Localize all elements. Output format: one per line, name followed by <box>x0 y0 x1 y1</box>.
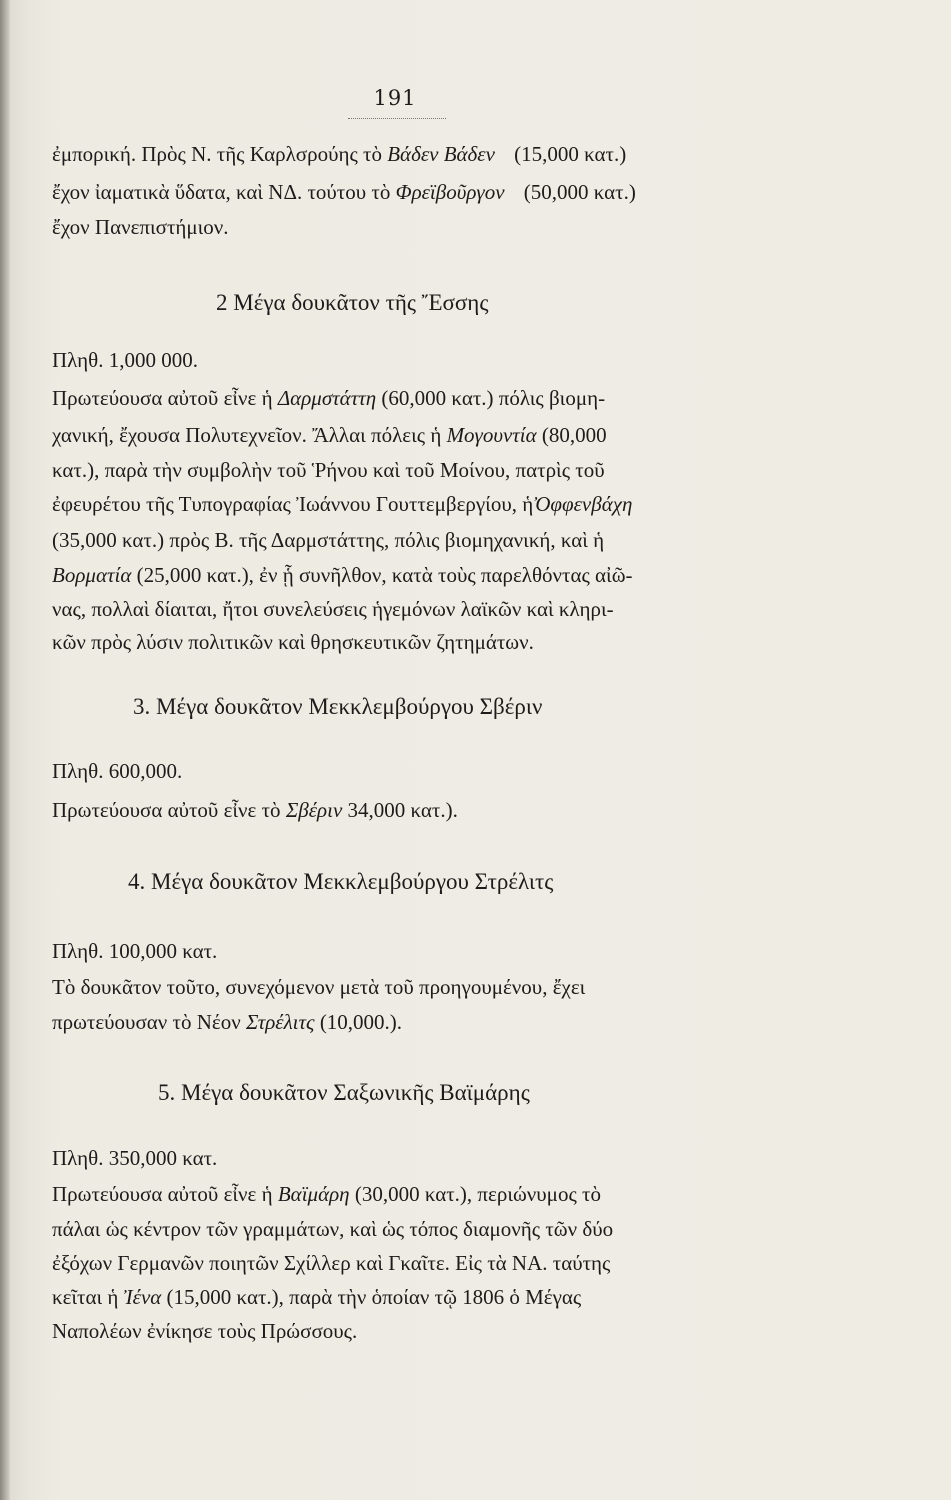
text-line: Ναπολέων ἐνίκησε τοὺς Πρώσσους. <box>52 1319 358 1343</box>
text-line: νας, πολλαὶ δίαιται, ἤτοι συνελεύσεις ἡγεμόνων λαϊκῶν καὶ κληρι- <box>52 597 614 621</box>
text-line: πρωτεύουσαν τὸ Νέον Στρέλιτς (10,000.). <box>52 1010 403 1034</box>
text-line: κεῖται ἡ Ἰένα (15,000 κατ.), παρὰ τὴν ὁποίαν τῷ 1806 ὁ Μέγας <box>52 1285 582 1309</box>
section-heading-saxe-weimar: 5. Μέγα δουκᾶτον Σαξωνικῆς Βαϊμάρης <box>158 1080 530 1105</box>
page-number: 191 <box>373 86 417 110</box>
text-line: Βορματία (25,000 κατ.), ἐν ᾗ συνῆλθον, κατὰ τοὺς παρελθόντας αἰῶ- <box>52 563 633 587</box>
page-binding-edge <box>0 0 10 1500</box>
section-heading-mecklenburg-schwerin: 3. Μέγα δουκᾶτον Μεκκλεμβούργου Σβέριν <box>133 694 543 719</box>
text-line: ἐμπορική. Πρὸς Ν. τῆς Καρλσρούης τὸ Βάδεν Βάδεν (15,000 κατ.) <box>52 142 627 166</box>
text-line: (35,000 κατ.) πρὸς Β. τῆς Δαρμστάττης, πόλις βιομηχανική, καὶ ἡ <box>52 528 605 552</box>
text-line: πάλαι ὡς κέντρον τῶν γραμμάτων, καὶ ὡς τόπος διαμονῆς τῶν δύο <box>52 1217 614 1241</box>
text-line: Πληθ. 600,000. <box>52 759 183 783</box>
text-line: Πρωτεύουσα αὐτοῦ εἶνε τὸ Σβέριν 34,000 κατ.). <box>52 798 458 822</box>
section-heading-mecklenburg-strelitz: 4. Μέγα δουκᾶτον Μεκκλεμβούργου Στρέλιτς <box>128 869 554 894</box>
text-line: Πληθ. 350,000 κατ. <box>52 1146 218 1170</box>
text-line: ἔχον Πανεπιστήμιον. <box>52 215 229 239</box>
text-line: Πληθ. 100,000 κατ. <box>52 939 218 963</box>
text-line: Τὸ δουκᾶτον τοῦτο, συνεχόμενον μετὰ τοῦ προηγουμένου, ἔχει <box>52 975 586 999</box>
text-line: Πληθ. 1,000 000. <box>52 348 198 372</box>
text-line: κατ.), παρὰ τὴν συμβολὴν τοῦ Ῥήνου καὶ τοῦ Μοίνου, πατρὶς τοῦ <box>52 458 605 482</box>
text-line: ἐφευρέτου τῆς Τυπογραφίας Ἰωάννου Γουττεμβεργίου, ἡὈφφενβάχη <box>52 492 633 516</box>
text-line: ἐξόχων Γερμανῶν ποιητῶν Σχίλλερ καὶ Γκαῖτε. Εἰς τὰ ΝΑ. ταύτης <box>52 1251 611 1275</box>
text-line: κῶν πρὸς λύσιν πολιτικῶν καὶ θρησκευτικῶν ζητημάτων. <box>52 630 534 654</box>
page-number-rule <box>348 118 446 119</box>
text-line: ἔχον ἰαματικὰ ὕδατα, καὶ ΝΔ. τούτου τὸ Φρεϊβοῦργον (50,000 κατ.) <box>52 180 636 204</box>
section-heading-hesse: 2 Μέγα δουκᾶτον τῆς Ἔσσης <box>216 290 489 315</box>
text-line: χανική, ἔχουσα Πολυτεχνεῖον. Ἄλλαι πόλεις ἡ Μογουντία (80,000 <box>52 423 607 447</box>
text-line: Πρωτεύουσα αὐτοῦ εἶνε ἡ Βαϊμάρη (30,000 κατ.), περιώνυμος τὸ <box>52 1182 601 1206</box>
text-line: Πρωτεύουσα αὐτοῦ εἶνε ἡ Δαρμστάττη (60,000 κατ.) πόλις βιομη- <box>52 386 606 410</box>
